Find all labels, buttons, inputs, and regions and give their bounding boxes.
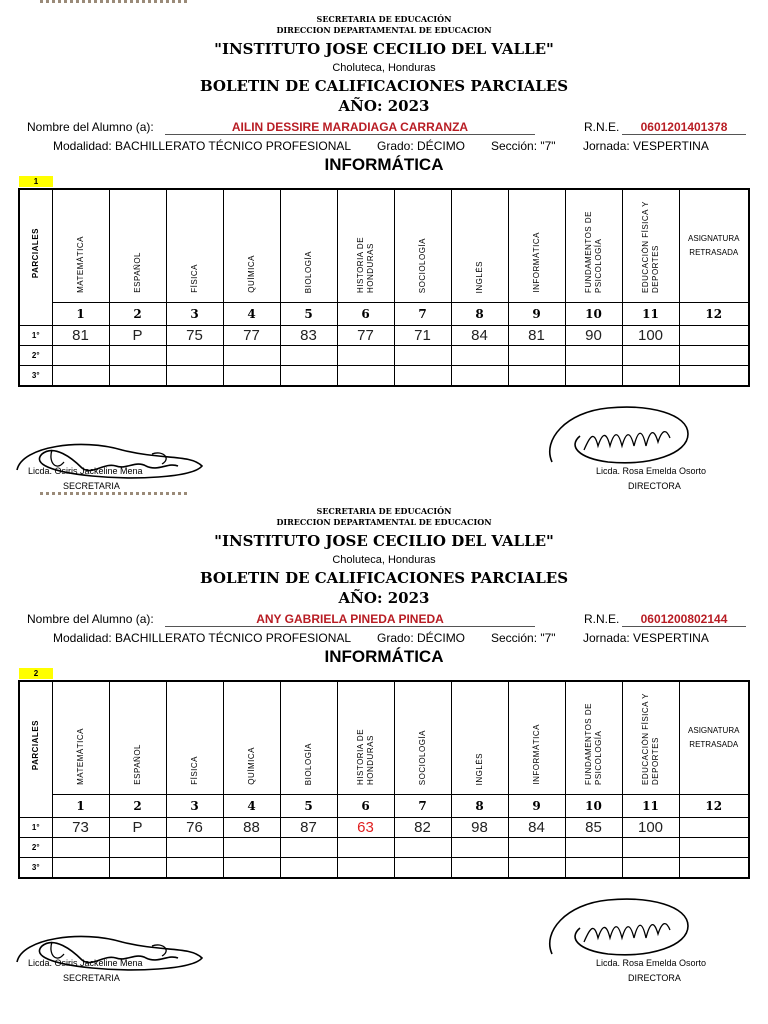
grade-cell	[679, 326, 749, 346]
department-heading: DIRECCION DEPARTAMENTAL DE EDUCACION	[276, 25, 492, 35]
ministry-heading: SECRETARIA DE EDUCACIÓN	[316, 506, 452, 516]
subject-header	[280, 681, 337, 795]
grade-cell: 77	[337, 326, 394, 346]
student-name: AILIN DESSIRE MARADIAGA CARRANZA	[165, 120, 535, 135]
grades-table	[18, 680, 750, 879]
grade-cell	[109, 858, 166, 879]
subject-name: BIOLOGÍA	[303, 250, 313, 293]
subject-number: 5	[280, 303, 337, 326]
subject-header	[166, 189, 223, 303]
year-label: AÑO: 2023	[338, 589, 430, 607]
grade-cell	[508, 366, 565, 387]
subject-number: 3	[166, 303, 223, 326]
subject-name: ESPAÑOL	[132, 744, 142, 785]
modality: Modalidad: BACHILLERATO TÉCNICO PROFESIONAL	[53, 139, 352, 153]
secretary-title: SECRETARIA	[63, 973, 120, 983]
subject-number: 10	[565, 795, 622, 818]
parciales-header	[19, 189, 52, 326]
grade-cell: 100	[622, 326, 679, 346]
grade-cell: 63	[337, 818, 394, 838]
grade-cell	[223, 346, 280, 366]
subject-header	[52, 681, 109, 795]
parciales-label: PARCIALES	[30, 719, 40, 771]
bulletin-title: BOLETIN DE CALIFICACIONES PARCIALES	[199, 77, 569, 95]
grade-cell	[451, 346, 508, 366]
subject-name: INGLÉS	[474, 260, 484, 293]
subject-number: 8	[451, 795, 508, 818]
grade-cell	[451, 858, 508, 879]
director-title: DIRECTORA	[628, 481, 681, 491]
grade-cell	[280, 346, 337, 366]
grade-cell	[394, 366, 451, 387]
grade-cell	[394, 838, 451, 858]
scan-strip	[40, 492, 190, 495]
grade-cell	[679, 818, 749, 838]
subject-header	[52, 189, 109, 303]
subject-name: QUÍMICA	[246, 747, 256, 785]
rne-label: R.N.E.	[584, 120, 620, 134]
subject-name: HISTORIA DE HONDURAS	[355, 728, 375, 785]
grade-cell	[451, 838, 508, 858]
grade-cell: 90	[565, 326, 622, 346]
subject-name: MATEMÁTICA	[75, 728, 85, 785]
partial-label: 3°	[19, 858, 52, 879]
grade-row	[19, 858, 749, 879]
grade-cell	[52, 366, 109, 387]
subject-number: 6	[337, 795, 394, 818]
grade-cell: 75	[166, 326, 223, 346]
student-label: Nombre del Alumno (a):	[27, 120, 154, 134]
subject-name: QUÍMICA	[246, 255, 256, 293]
grade: Grado: DÉCIMO	[377, 631, 466, 645]
grade-cell	[109, 346, 166, 366]
subject-number: 3	[166, 795, 223, 818]
director-name: Licda. Rosa Emelda Osorto	[596, 466, 707, 476]
ministry-heading: SECRETARIA DE EDUCACIÓN	[316, 14, 452, 24]
subject-name: BIOLOGÍA	[303, 742, 313, 785]
grade-cell	[166, 366, 223, 387]
grade-cell: 71	[394, 326, 451, 346]
grade-cell	[508, 838, 565, 858]
retrasada-header: ASIGNATURA RETRASADA	[679, 189, 749, 303]
subject-number-row	[19, 795, 749, 818]
subject-name: ESPAÑOL	[132, 252, 142, 293]
subject-name: FÍSICA	[189, 264, 199, 293]
partial-label: 1°	[19, 818, 52, 838]
grade-cell	[679, 366, 749, 387]
grade-cell: P	[109, 818, 166, 838]
location: Choluteca, Honduras	[332, 62, 436, 74]
grade-cell	[337, 838, 394, 858]
grade-cell	[565, 858, 622, 879]
rne-number: 0601200802144	[622, 612, 746, 627]
secretary-name: Licda. Osiris Jackeline Mena	[28, 466, 143, 476]
subject-number: 4	[223, 303, 280, 326]
subject-number: 12	[679, 303, 749, 326]
rne-label: R.N.E.	[584, 612, 620, 626]
section: Sección: "7"	[491, 631, 556, 645]
secretary-title: SECRETARIA	[63, 481, 120, 491]
subject-name: INFORMÁTICA	[531, 232, 541, 293]
subject-header	[451, 189, 508, 303]
student-label: Nombre del Alumno (a):	[27, 612, 154, 626]
grade-cell: 81	[508, 326, 565, 346]
subject-header	[622, 681, 679, 795]
parciales-label: PARCIALES	[30, 227, 40, 279]
grade-cell: 76	[166, 818, 223, 838]
grade-cell: 81	[52, 326, 109, 346]
shift: Jornada: VESPERTINA	[583, 139, 709, 153]
report-card-1	[0, 0, 768, 492]
year-label: AÑO: 2023	[338, 97, 430, 115]
bulletin-title: BOLETIN DE CALIFICACIONES PARCIALES	[199, 569, 569, 587]
grade-cell	[223, 366, 280, 387]
grade-cell	[166, 838, 223, 858]
grade-cell	[52, 346, 109, 366]
grade-cell: 83	[280, 326, 337, 346]
department-heading: DIRECCION DEPARTAMENTAL DE EDUCACION	[276, 517, 492, 527]
grade-cell: 84	[508, 818, 565, 838]
subject-name: FUNDAMENTOS DE PSICOLOGÍA	[583, 703, 603, 785]
rne-number: 0601201401378	[622, 120, 746, 135]
subject-number: 7	[394, 795, 451, 818]
grade-row	[19, 838, 749, 858]
secretary-name: Licda. Osiris Jackeline Mena	[28, 958, 143, 968]
subject-number: 4	[223, 795, 280, 818]
partial-label: 1°	[19, 326, 52, 346]
grade-cell: P	[109, 326, 166, 346]
modality: Modalidad: BACHILLERATO TÉCNICO PROFESIONAL	[53, 631, 352, 645]
partial-label: 2°	[19, 838, 52, 858]
subject-header-row	[19, 681, 749, 795]
subject-header	[565, 189, 622, 303]
grade-cell	[52, 858, 109, 879]
subject-header	[280, 189, 337, 303]
subject-header	[451, 681, 508, 795]
subject-name: SOCIOLOGÍA	[417, 237, 427, 293]
grade-cell	[622, 366, 679, 387]
grade-cell	[565, 838, 622, 858]
subject-number: 9	[508, 795, 565, 818]
subject-header	[394, 189, 451, 303]
subject-name: EDUCACIÓN FÍSICA Y DEPORTES	[640, 201, 660, 293]
card-number-badge: 2	[19, 668, 53, 679]
subject-name: FÍSICA	[189, 756, 199, 785]
specialty-title: INFORMÁTICA	[324, 155, 444, 174]
location: Choluteca, Honduras	[332, 554, 436, 566]
shift: Jornada: VESPERTINA	[583, 631, 709, 645]
grades-table	[18, 188, 750, 387]
subject-header	[394, 681, 451, 795]
grade-cell	[508, 858, 565, 879]
subject-number: 2	[109, 795, 166, 818]
director-name: Licda. Rosa Emelda Osorto	[596, 958, 707, 968]
subject-header	[166, 681, 223, 795]
subject-number: 11	[622, 303, 679, 326]
grade-cell	[679, 858, 749, 879]
grade-cell	[394, 346, 451, 366]
subject-header	[223, 681, 280, 795]
retrasada-header: ASIGNATURA RETRASADA	[679, 681, 749, 795]
partial-label: 3°	[19, 366, 52, 387]
section: Sección: "7"	[491, 139, 556, 153]
subject-name: EDUCACIÓN FÍSICA Y DEPORTES	[640, 693, 660, 785]
subject-number: 8	[451, 303, 508, 326]
subject-header	[109, 189, 166, 303]
grade-cell	[622, 838, 679, 858]
subject-name: FUNDAMENTOS DE PSICOLOGÍA	[583, 211, 603, 293]
grade-cell	[166, 858, 223, 879]
subject-header	[223, 189, 280, 303]
grade-cell	[280, 838, 337, 858]
subject-number: 2	[109, 303, 166, 326]
grade-cell: 84	[451, 326, 508, 346]
subject-header	[109, 681, 166, 795]
subject-name: INFORMÁTICA	[531, 724, 541, 785]
grade-row	[19, 818, 749, 838]
institute-name: "INSTITUTO JOSE CECILIO DEL VALLE"	[214, 532, 554, 550]
grade-cell	[451, 366, 508, 387]
card-number-badge: 1	[19, 176, 53, 187]
grade-cell	[622, 858, 679, 879]
subject-name: MATEMÁTICA	[75, 236, 85, 293]
grade-cell	[565, 346, 622, 366]
subject-header	[508, 189, 565, 303]
subject-number: 9	[508, 303, 565, 326]
grade-cell	[109, 366, 166, 387]
subject-number: 6	[337, 303, 394, 326]
grade-cell: 73	[52, 818, 109, 838]
grade-cell: 82	[394, 818, 451, 838]
subject-header	[622, 189, 679, 303]
grade-cell	[52, 838, 109, 858]
grade-row	[19, 366, 749, 387]
grade: Grado: DÉCIMO	[377, 139, 466, 153]
grade-cell	[223, 838, 280, 858]
grade-row	[19, 346, 749, 366]
grade-cell	[166, 346, 223, 366]
subject-number: 12	[679, 795, 749, 818]
grade-cell: 87	[280, 818, 337, 838]
scan-strip	[40, 0, 190, 3]
grade-cell: 100	[622, 818, 679, 838]
subject-header	[565, 681, 622, 795]
subject-header-row	[19, 189, 749, 303]
grade-cell	[508, 346, 565, 366]
grade-cell	[280, 858, 337, 879]
subject-number: 1	[52, 303, 109, 326]
report-card-2	[0, 492, 768, 984]
director-title: DIRECTORA	[628, 973, 681, 983]
partial-label: 2°	[19, 346, 52, 366]
grade-cell	[679, 838, 749, 858]
subject-header	[337, 189, 394, 303]
subject-name: SOCIOLOGÍA	[417, 729, 427, 785]
grade-cell: 77	[223, 326, 280, 346]
grade-cell	[337, 858, 394, 879]
grade-cell	[679, 346, 749, 366]
grade-cell	[337, 346, 394, 366]
subject-number: 10	[565, 303, 622, 326]
subject-number-row	[19, 303, 749, 326]
subject-number: 11	[622, 795, 679, 818]
grade-cell: 85	[565, 818, 622, 838]
subject-number: 5	[280, 795, 337, 818]
subject-header	[508, 681, 565, 795]
grade-cell	[337, 366, 394, 387]
subject-number: 7	[394, 303, 451, 326]
grade-cell	[565, 366, 622, 387]
subject-name: INGLÉS	[474, 752, 484, 785]
student-name: ANY GABRIELA PINEDA PINEDA	[165, 612, 535, 627]
grade-cell	[280, 366, 337, 387]
specialty-title: INFORMÁTICA	[324, 647, 444, 666]
grade-cell	[622, 346, 679, 366]
grade-cell	[223, 858, 280, 879]
grade-cell	[394, 858, 451, 879]
institute-name: "INSTITUTO JOSE CECILIO DEL VALLE"	[214, 40, 554, 58]
grade-cell: 88	[223, 818, 280, 838]
subject-name: HISTORIA DE HONDURAS	[355, 236, 375, 293]
subject-number: 1	[52, 795, 109, 818]
parciales-header	[19, 681, 52, 818]
grade-cell: 98	[451, 818, 508, 838]
grade-cell	[109, 838, 166, 858]
grade-row	[19, 326, 749, 346]
subject-header	[337, 681, 394, 795]
